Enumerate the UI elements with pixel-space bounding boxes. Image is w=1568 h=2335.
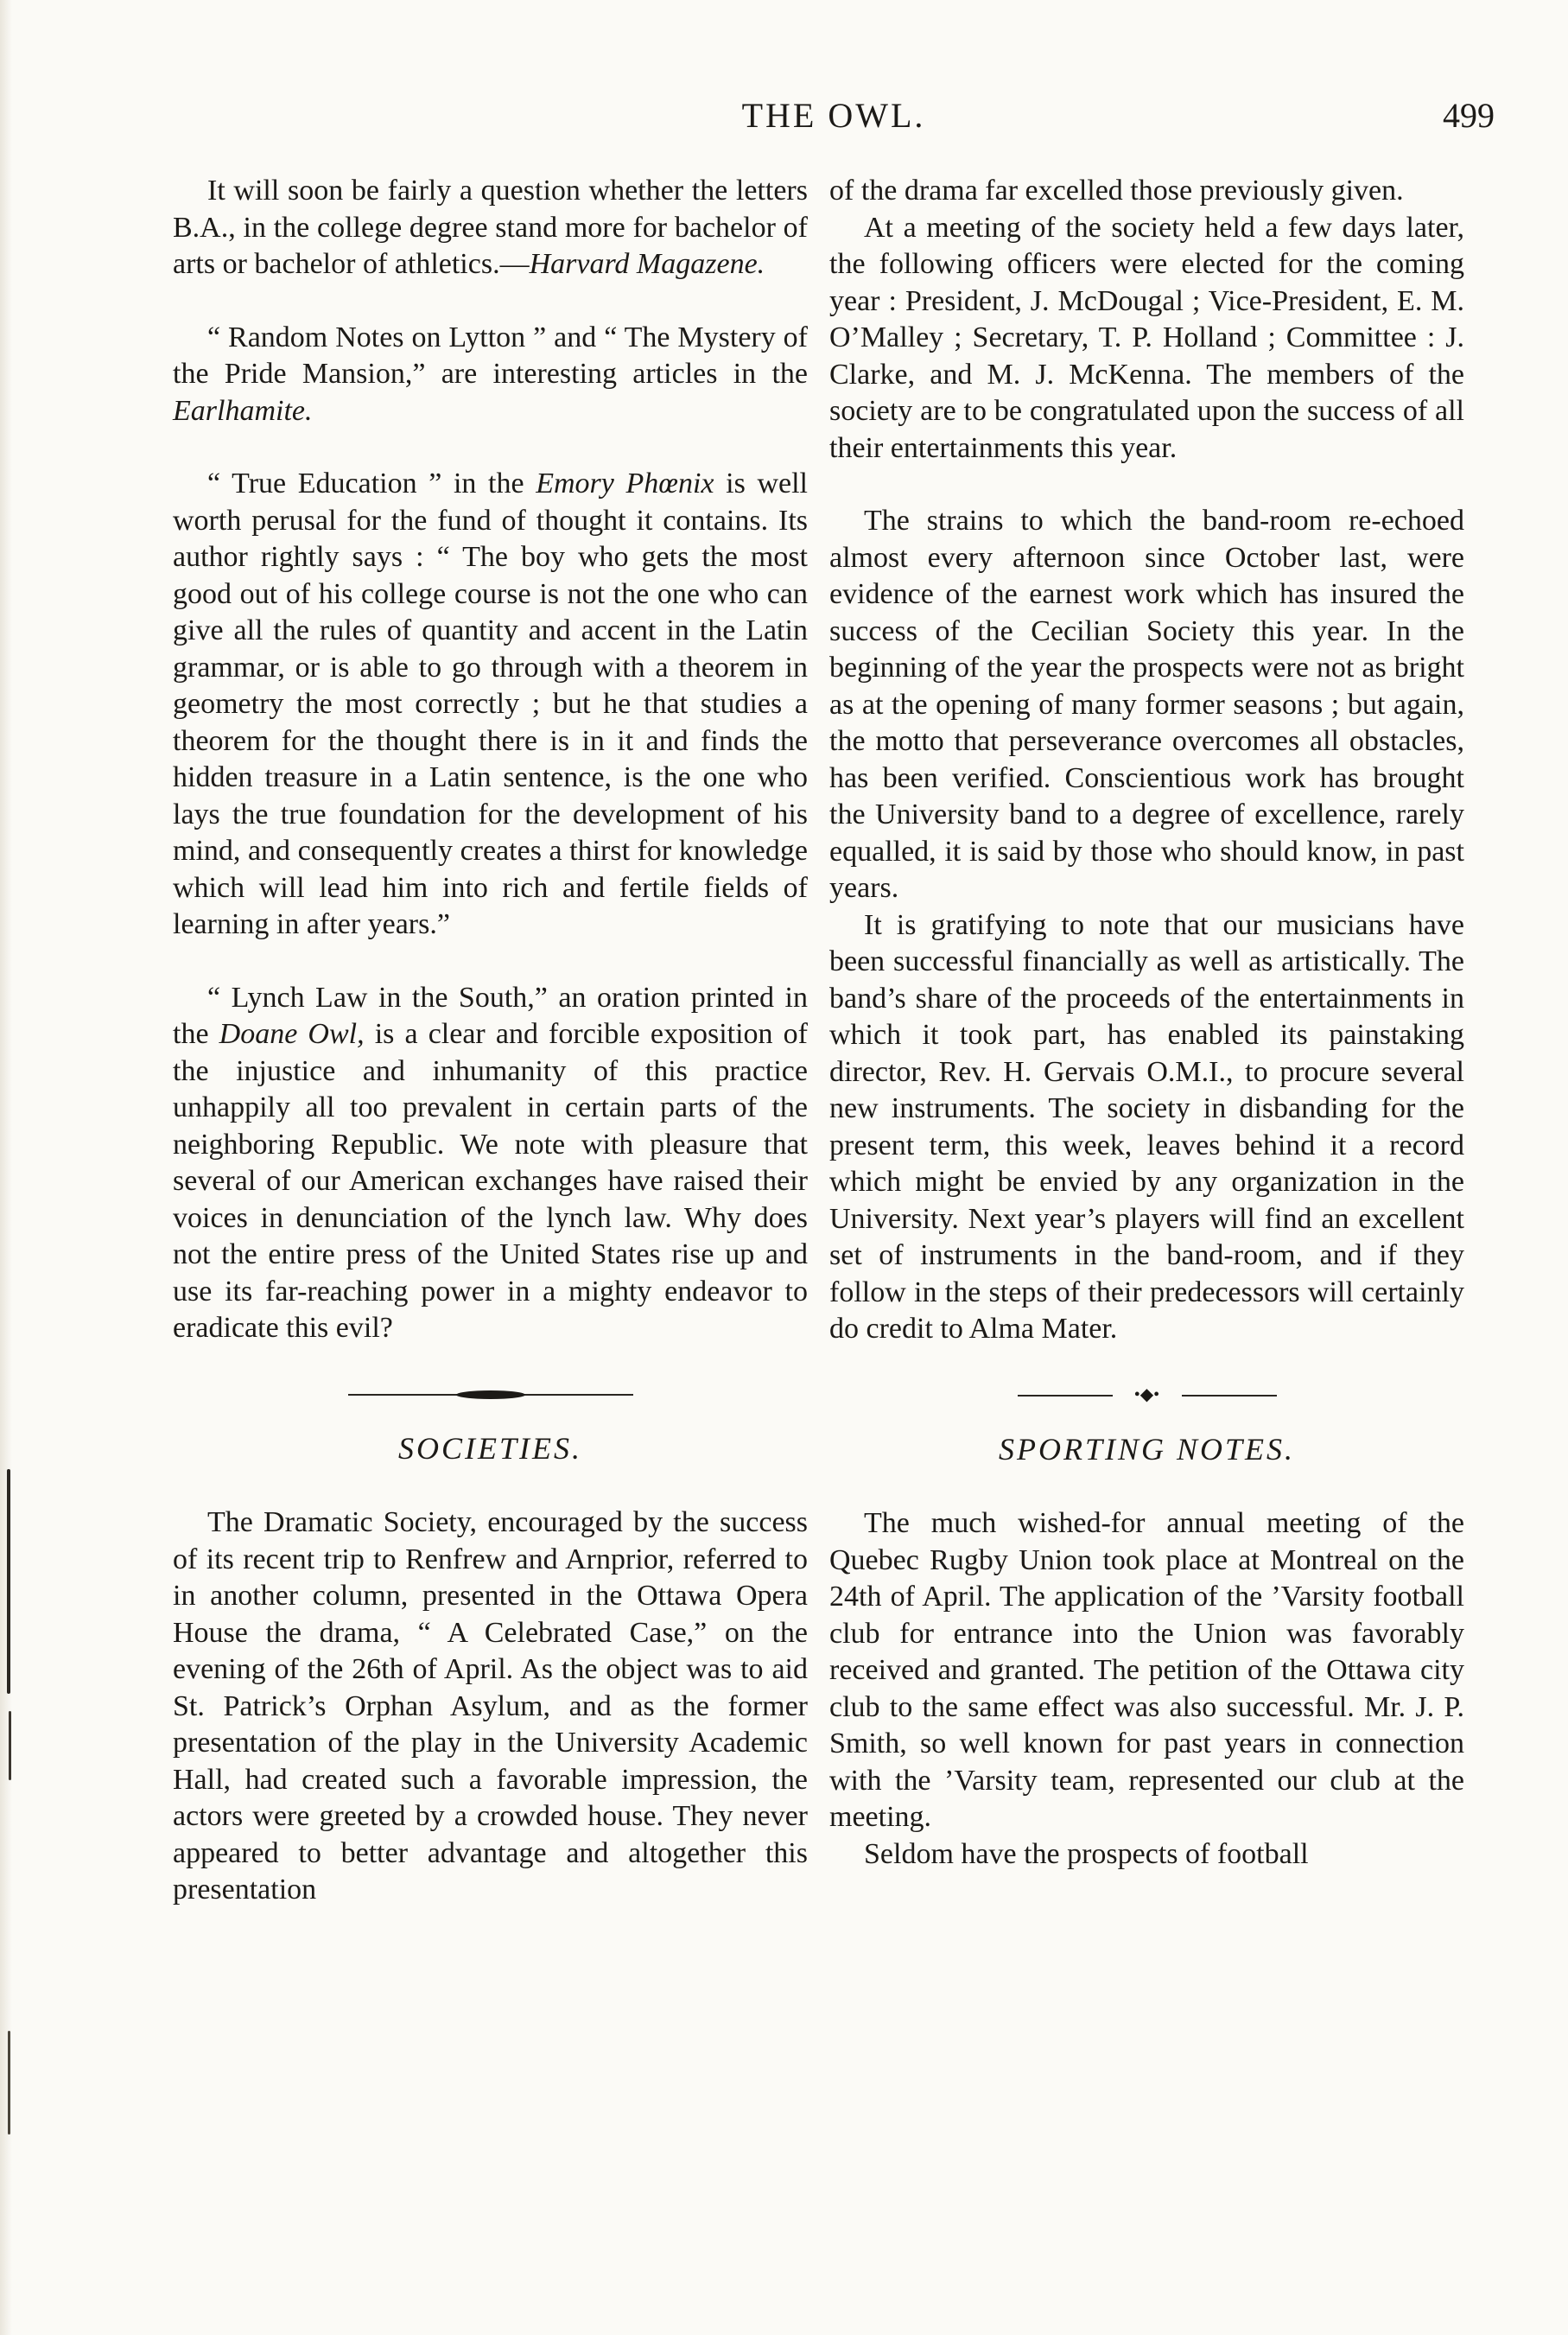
publication-title: Emory Phœnix <box>536 468 714 499</box>
paragraph-text: is well worth perusal for the fund of thought it contains. Its author rightly says : “ The boy who gets the most good out of his college course is not the one who can give all the rules of quantity and accent in the Latin grammar, or is able to go through with a theorem in geometry the most correctly ; but he that studies a theorem for the thought there is in it and finds the hidden treasure in a Latin sentence, is the one who lays the true foundation for the development of his mind, and consequently creates a thirst for knowledge which will lead him into rich and fertile fields of learning in after years.” <box>173 468 808 940</box>
publication-title: Earlhamite. <box>173 394 313 427</box>
margin-ink-mark <box>7 1469 10 1694</box>
page-number: 499 <box>1443 96 1495 135</box>
section-divider <box>1018 1384 1277 1404</box>
paragraph-dramatic-society: The Dramatic Society, encouraged by the success of its recent trip to Renfrew and Arnprior, referred to in another column, presented in the Ottawa Opera House the drama, “ A Celebrated Case,” on the evening of the 26th of April. As the object was to aid St. Patrick’s Orphan Asylum, and as the former presentation of the play in the University Academic Hall, had created such a favorable impression, the actors were greeted by a crowded house. They never appeared to better advantage and altogether this presentation <box>173 1506 808 1906</box>
paragraph-band-room: The strains to which the band-room re-echoed almost every afternoon since October last, were evidence of the earnest work which has insured the success of the Cecilian Society this year. In the beginning of the year the prospects were not as bright as at the opening of many former seasons ; but again, the motto that perseverance overcomes all obstacles, has been verified. Conscientious work has brought the University band to a degree of excellence, rarely equalled, it is said by those who should know, in past years. <box>829 505 1464 904</box>
paragraph-football-prospects: Seldom have the prospects of football <box>864 1837 1309 1870</box>
paragraph-drama-continued: of the drama far excelled those previously given. <box>829 175 1404 207</box>
publication-title: Doane Owl, <box>219 1018 365 1050</box>
publication-title: Harvard Magazene. <box>529 248 765 280</box>
societies-heading: SOCIETIES. <box>398 1430 582 1466</box>
left-column <box>173 173 808 1909</box>
paragraph-text: It will soon be fairly a question whether the letters B.A., in the college degree stand more for bachelor of arts or bachelor of athletics.— <box>173 175 808 280</box>
paragraph-harvard <box>173 173 808 283</box>
section-divider <box>348 1387 633 1403</box>
page-header <box>0 95 1568 147</box>
divider-ornament <box>456 1390 525 1399</box>
margin-ink-mark <box>9 1711 11 1780</box>
paragraph-text: “ Random Notes on Lytton ” and “ The Mystery of the Pride Mansion,” are interesting articles in the <box>173 321 808 390</box>
paragraph-rugby-union: The much wished-for annual meeting of the Quebec Rugby Union took place at Montreal on the 24th of April. The application of the ’Varsity football club for entrance into the Union was favorably received and granted. The petition of the Ottawa city club to the same effect was also successful. Mr. J. P. Smith, so well known for past years in connection with the ’Varsity team, represented our club at the meeting. <box>829 1507 1464 1833</box>
paragraph-earlhamite <box>173 320 808 430</box>
page-left-edge <box>0 0 12 2335</box>
paragraph-officers: At a meeting of the society held a few days later, the following officers were elected for the coming year : President, J. McDougal ; Vice-President, E. M. O’Malley ; Secretary, T. P. Holland ; Committee : J. Clarke, and M. J. McKenna. The members of the society are to be congratulated upon the success of all their entertainments this year. <box>829 211 1464 464</box>
right-column <box>829 173 1464 1873</box>
paragraph-text: “ Lynch Law in the South,” an oration printed in the <box>173 981 808 1050</box>
paragraph-musicians: It is gratifying to note that our musicians have been successful financially as well as artistically. The band’s share of the proceeds of the entertainments in which it took part, has enabled its painstaking director, Rev. H. Gervais O.M.I., to procure several new instruments. The society in disbanding for the present term, this week, leaves behind it a record which might be envied by any organization in the University. Next year’s players will find an excellent set of instruments in the band-room, and if they follow in the steps of their predecessors will certainly do credit to Alma Mater. <box>829 908 1464 1345</box>
paragraph-emory <box>173 466 808 944</box>
sporting-notes-heading: SPORTING NOTES. <box>998 1431 1296 1467</box>
running-head: THE OWL. <box>741 96 926 135</box>
paragraph-text: “ True Education ” in the <box>207 468 536 499</box>
paragraph-text: is a clear and forcible exposition of the injustice and inhumanity of this practice unhappily all too prevalent in certain parts of the neighboring Republic. We note with pleasure that several of our American exchanges have raised their voices in denunciation of the lynch law. Why does not the entire press of the United States rise up and use its far-reaching power in a mighty endeavor to eradicate this evil? <box>173 1018 808 1344</box>
margin-ink-mark <box>8 2031 10 2135</box>
divider-ornament: •◆• <box>1113 1386 1182 1403</box>
paragraph-lynch-law <box>173 980 808 1347</box>
